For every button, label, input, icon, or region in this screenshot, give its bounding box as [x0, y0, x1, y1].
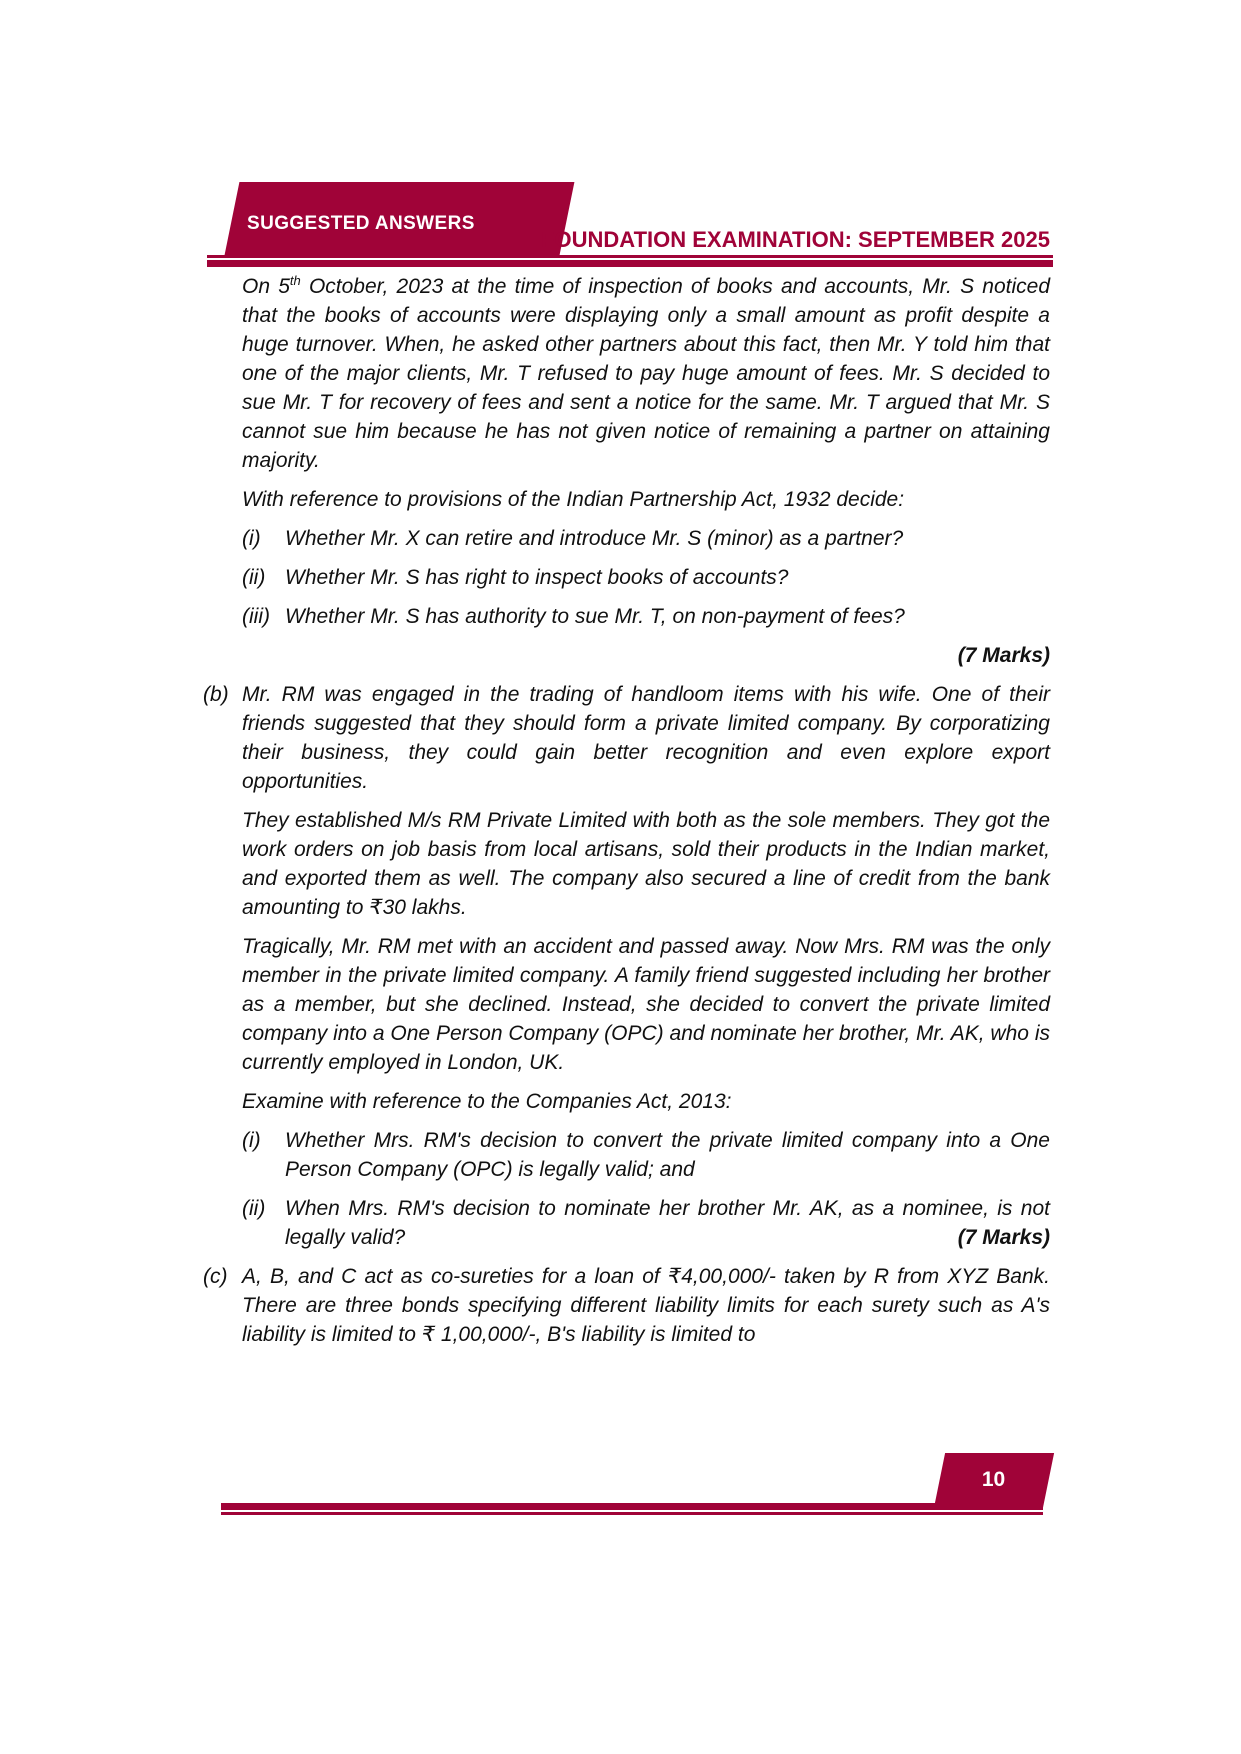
ordinal-suffix: th	[289, 273, 301, 288]
question-a-marks: (7 Marks)	[957, 644, 1050, 667]
question-a-item-i	[242, 524, 1050, 553]
question-b-paragraph-1: Mr. RM was engaged in the trading of handloom items with his wife. One of their friends suggested that they should form a private limited company. By corporatizing their business, they could gain better recognition and even explore export opportunities.	[242, 683, 1050, 793]
footer-rule	[221, 1503, 1043, 1515]
question-b-label: (b)	[203, 683, 229, 706]
item-text: Whether Mrs. RM's decision to convert the private limited company into a One Person Company (OPC) is legally valid; and	[285, 1129, 1050, 1181]
intro-start: On 5	[242, 275, 290, 298]
question-a-section	[203, 272, 1050, 670]
item-text: Whether Mr. S has authority to sue Mr. T, on non-payment of fees?	[285, 605, 905, 628]
page-number: 10	[981, 1468, 1006, 1491]
header-rule	[207, 255, 1053, 267]
question-c-label: (c)	[203, 1265, 228, 1288]
question-b-paragraph-2: They established M/s RM Private Limited with both as the sole members. They got the work orders on job basis from local artisans, sold their products in the Indian market, and exported them as well. The company also secured a line of credit from the bank amounting to ₹30 lakhs.	[242, 809, 1050, 919]
question-a-item-ii	[242, 563, 1050, 592]
item-marker: (iii)	[242, 605, 270, 628]
intro-rest: October, 2023 at the time of inspection of books and accounts, Mr. S noticed that the books of accounts were displaying only a small amount as profit despite a huge turnover. When, he asked other partners about this fact, then Mr. Y told him that one of the major clients, Mr. T refused to pay huge amount of fees. Mr. S decided to sue Mr. T for recovery of fees and sent a notice for the same. Mr. T argued that Mr. S cannot sue him because he has not given notice of remaining a partner on attaining majority.	[242, 275, 1050, 472]
item-marker: (ii)	[242, 566, 266, 589]
header-rule-gap	[207, 258, 1053, 260]
question-b-item-i	[242, 1126, 1050, 1184]
item-text: When Mrs. RM's decision to nominate her brother Mr. AK, as a nominee, is not legally valid?	[285, 1197, 1050, 1249]
question-b-paragraph-3: Tragically, Mr. RM met with an accident and passed away. Now Mrs. RM was the only member in the private limited company. A family friend suggested including her brother as a member, but she declined. Instead, she decided to convert the private limited company into a One Person Company (OPC) and nominate her brother, Mr. AK, who is currently employed in London, UK.	[242, 935, 1050, 1074]
question-b-item-ii	[242, 1194, 1050, 1252]
question-c-section	[203, 1262, 1050, 1349]
item-marker: (ii)	[242, 1197, 266, 1220]
question-a-intro-paragraph	[242, 272, 1050, 475]
page-content	[203, 272, 1050, 1359]
question-a-reference-line: With reference to provisions of the Indian Partnership Act, 1932 decide:	[242, 488, 905, 511]
question-a-item-iii	[242, 602, 1050, 631]
banner-label: SUGGESTED ANSWERS	[247, 213, 475, 234]
footer-rule-gap	[221, 1510, 1043, 1512]
item-text: Whether Mr. S has right to inspect books of accounts?	[285, 566, 789, 589]
question-b-marks: (7 Marks)	[957, 1226, 1050, 1249]
question-b-section	[203, 680, 1050, 1252]
question-c-paragraph: A, B, and C act as co-sureties for a loan of ₹4,00,000/- taken by R from XYZ Bank. There are three bonds specifying different liability limits for each surety such as A's liability is limited to ₹ 1,00,000/-, B's liability is limited to	[242, 1265, 1050, 1346]
item-text: Whether Mr. X can retire and introduce Mr. S (minor) as a partner?	[285, 527, 904, 550]
question-b-paragraph-4: Examine with reference to the Companies Act, 2013:	[242, 1090, 732, 1113]
item-marker: (i)	[242, 527, 261, 550]
item-marker: (i)	[242, 1129, 261, 1152]
exam-title: FOUNDATION EXAMINATION: SEPTEMBER 2025	[541, 227, 1050, 252]
